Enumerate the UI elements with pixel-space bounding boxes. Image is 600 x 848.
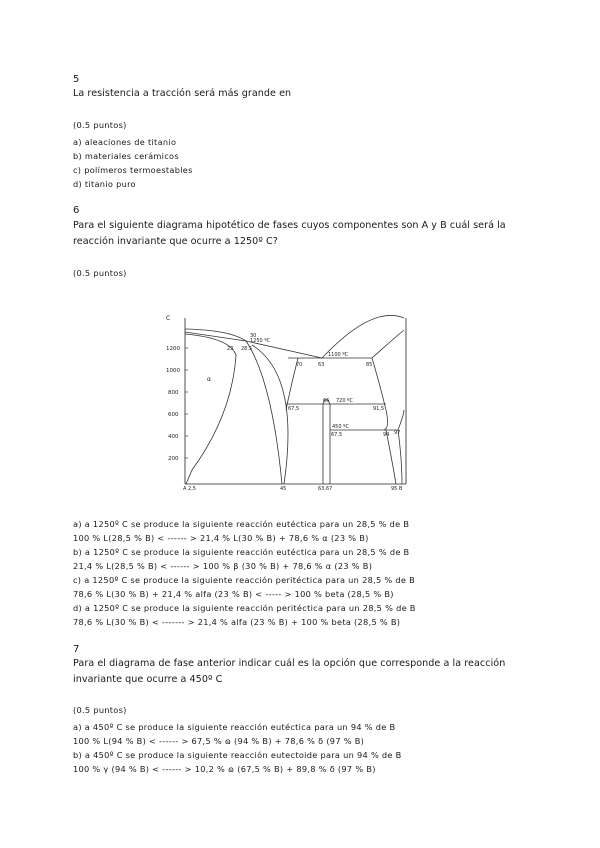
comp-94: 94 <box>383 432 390 438</box>
y-tick-800: 800 <box>168 390 179 396</box>
comp-70: 70 <box>296 362 303 368</box>
q5-option-d: d) titanio puro <box>73 179 136 189</box>
temp-1250: 1250 ºC <box>250 338 271 344</box>
comp-63: 63 <box>318 362 325 368</box>
q6-points: (0.5 puntos) <box>73 268 127 278</box>
q6-option-d: d) a 1250º C se produce la siguiente reacción peritéctica para un 28,5 % de B <box>73 603 416 613</box>
comp-23: 23 <box>227 346 234 352</box>
q7-option-b-reaction: 100 % γ (94 % B) < ------ > 10,2 % ɷ (67,5 % B) + 89,8 % δ (97 % B) <box>73 764 376 774</box>
q5-points: (0.5 puntos) <box>73 120 127 130</box>
q7-option-a-reaction: 100 % L(94 % B) < ------ > 67,5 % ɷ (94 % B) + 78,6 % δ (97 % B) <box>73 736 365 746</box>
q7-points: (0.5 puntos) <box>73 705 127 715</box>
x-label-b: 95 B <box>391 486 403 492</box>
q6-option-d-reaction: 78,6 % L(30 % B) < ------- > 21,4 % alfa (23 % B) + 100 % beta (28,5 % B) <box>73 617 401 627</box>
q5-number: 5 <box>73 74 80 85</box>
q7-prompt-line1: Para el diagrama de fase anterior indicar cuál es la opción que corresponde a la reacción <box>73 658 506 669</box>
comp-66: 66 <box>323 398 330 404</box>
comp-91-5: 91,5 <box>373 406 385 412</box>
q6-option-b-reaction: 21,4 % L(28,5 % B) < ------ > 100 % β (30 % B) + 78,6 % α (23 % B) <box>73 561 373 571</box>
q5-prompt: La resistencia a tracción será más grande en <box>73 88 292 99</box>
q6-option-c-reaction: 78,6 % L(30 % B) + 21,4 % alfa (23 % B) < ----- > 100 % beta (28,5 % B) <box>73 589 394 599</box>
phase-diagram <box>150 305 415 493</box>
temp-720: 720 ºC <box>336 398 353 404</box>
temp-1100: 1100 ºC <box>328 352 349 358</box>
q5-option-c: c) polímeros termoestables <box>73 165 193 175</box>
q7-option-a: a) a 450º C se produce la siguiente reacción eutéctica para un 94 % de B <box>73 722 396 732</box>
q6-option-a: a) a 1250º C se produce la siguiente reacción eutéctica para un 28,5 % de B <box>73 519 410 529</box>
q5-option-a: a) aleaciones de titanio <box>73 137 177 147</box>
comp-67-5-upper: 67,5 <box>288 406 300 412</box>
y-tick-200: 200 <box>168 456 179 462</box>
q5-option-b: b) materiales cerámicos <box>73 151 179 161</box>
y-tick-400: 400 <box>168 434 179 440</box>
comp-67-5-lower: 67,5 <box>331 432 343 438</box>
comp-97: 97 <box>394 430 401 436</box>
temp-450: 450 ºC <box>332 424 349 430</box>
comp-30: 30 <box>250 333 257 339</box>
q7-number: 7 <box>73 644 80 655</box>
y-tick-600: 600 <box>168 412 179 418</box>
q6-number: 6 <box>73 205 80 216</box>
x-label-63-67: 63,67 <box>318 486 333 492</box>
y-axis-label: C <box>166 315 171 322</box>
x-label-a: A 2,5 <box>183 486 196 492</box>
q6-option-b: b) a 1250º C se produce la siguiente reacción eutéctica para un 28,5 % de B <box>73 547 410 557</box>
q6-option-a-reaction: 100 % L(28,5 % B) < ------ > 21,4 % L(30 % B) + 78,6 % α (23 % B) <box>73 533 369 543</box>
comp-28-5: 28,5 <box>241 346 253 352</box>
q6-option-c: c) a 1250º C se produce la siguiente reacción peritéctica para un 28,5 % de B <box>73 575 416 585</box>
q7-prompt-line2: invariante que ocurre a 450º C <box>73 674 223 685</box>
y-tick-1200: 1200 <box>166 346 180 352</box>
phase-alpha-label: α <box>207 376 211 383</box>
y-tick-1000: 1000 <box>166 368 180 374</box>
q6-prompt-line2: reacción invariante que ocurre a 1250º C? <box>73 236 278 247</box>
q6-prompt-line1: Para el siguiente diagrama hipotético de fases cuyos componentes son A y B cuál será la <box>73 220 506 231</box>
q7-option-b: b) a 450º C se produce la siguiente reacción eutectoide para un 94 % de B <box>73 750 402 760</box>
x-label-45: 45 <box>280 486 287 492</box>
comp-85: 85 <box>366 362 373 368</box>
